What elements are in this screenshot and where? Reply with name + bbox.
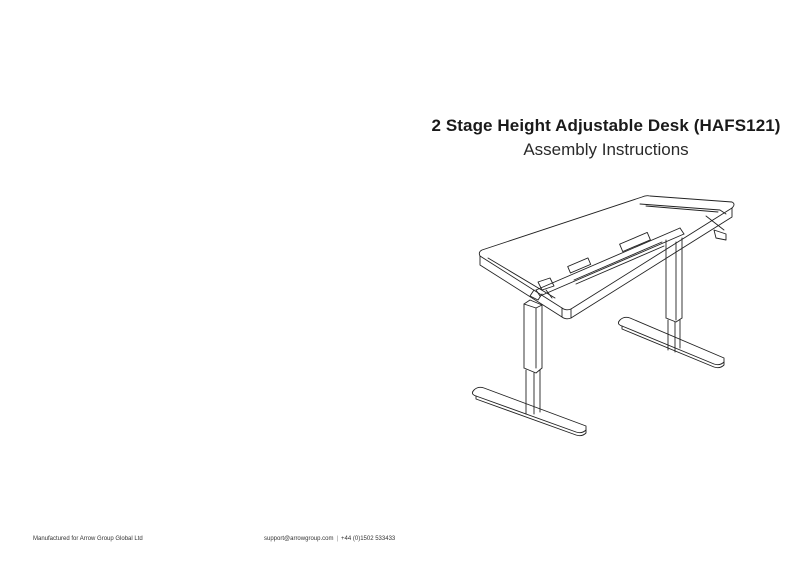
support-phone: +44 (0)1502 533433 <box>341 536 396 542</box>
footer-separator: | <box>336 536 339 542</box>
document-title: 2 Stage Height Adjustable Desk (HAFS121) <box>431 116 781 135</box>
desk-illustration-icon <box>470 190 750 440</box>
document-subtitle: Assembly Instructions <box>523 140 689 159</box>
support-contact <box>264 536 395 542</box>
manufacturer-note: Manufactured for Arrow Group Global Ltd <box>33 536 143 542</box>
support-email: support@arrowgroup.com <box>264 536 334 542</box>
